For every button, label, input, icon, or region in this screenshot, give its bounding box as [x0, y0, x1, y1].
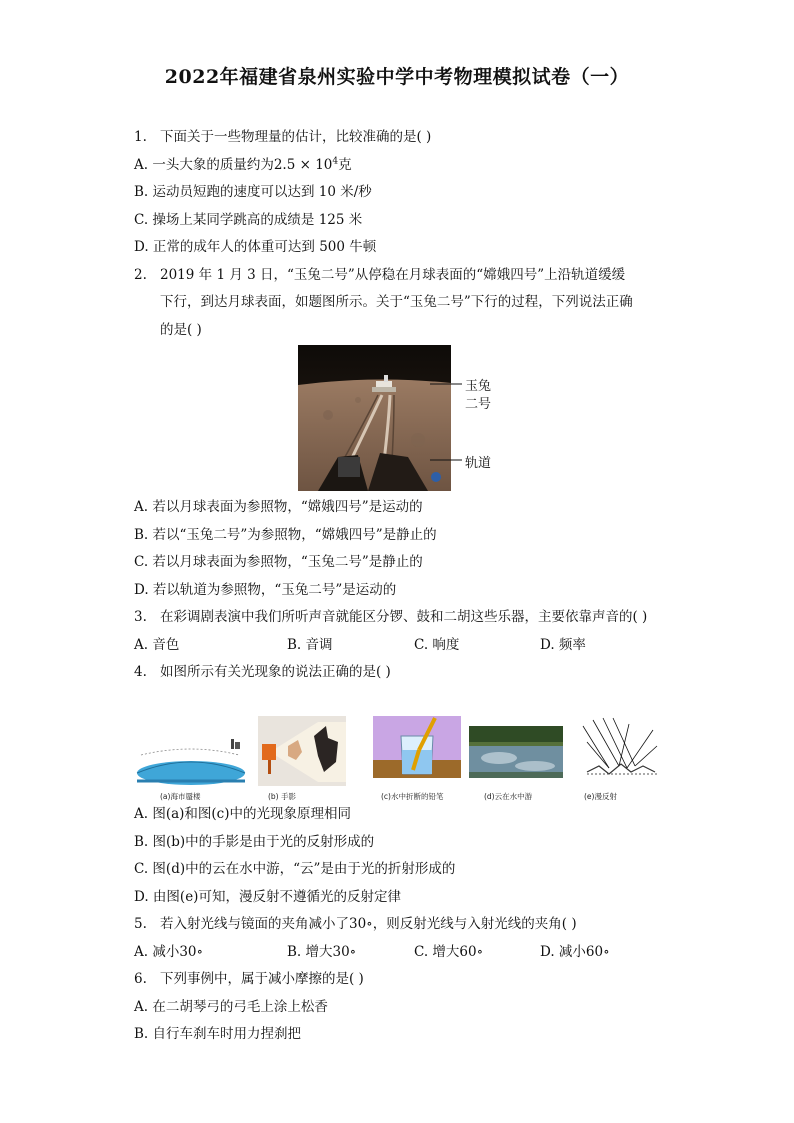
question-2-option-c[interactable]: C. 若以月球表面为参照物，“玉兔二号”是静止的	[134, 554, 423, 570]
question-5-option-a[interactable]: A. 减小30∘	[134, 944, 204, 960]
question-6-option-a[interactable]: A. 在二胡琴弓的弓毛上涂上松香	[134, 999, 328, 1015]
mirage-figure	[135, 725, 247, 787]
question-4-option-d[interactable]: D. 由图(e)可知，漫反射不遵循光的反射定律	[134, 889, 401, 905]
bent-pencil-figure	[373, 716, 461, 778]
question-3-option-c[interactable]: C. 响度	[414, 637, 460, 653]
question-3-option-a[interactable]: A. 音色	[134, 637, 180, 653]
question-2-number: 2.	[134, 267, 147, 283]
question-3-option-d[interactable]: D. 频率	[540, 637, 586, 653]
exponent: 4	[332, 156, 339, 167]
clouds-in-water-figure	[469, 726, 563, 778]
question-1-number: 1.	[134, 129, 147, 145]
hand-shadow-figure	[258, 716, 346, 786]
question-1-option-d[interactable]: D. 正常的成年人的体重可达到 500 牛顿	[134, 239, 377, 255]
label-rover-line2: 二号	[465, 397, 492, 412]
page-title: 2022年福建省泉州实验中学中考物理模拟试卷（一）	[164, 66, 630, 88]
question-5-option-c[interactable]: C. 增大60∘	[414, 944, 484, 960]
question-6-number: 6.	[134, 971, 147, 987]
caption-d: (d)云在水中游	[484, 792, 533, 801]
question-1-text: 下面关于一些物理量的估计，比较准确的是( )	[160, 129, 432, 145]
question-5-text: 若入射光线与镜面的夹角减小了30∘，则反射光线与入射光线的夹角( )	[160, 916, 577, 932]
question-2-text-line2: 下行，到达月球表面，如题图所示。关于“玉兔二号”下行的过程，下列说法正确	[160, 294, 633, 310]
question-6-option-b[interactable]: B. 自行车刹车时用力捏刹把	[134, 1026, 302, 1042]
question-2-option-b[interactable]: B. 若以“玉兔二号”为参照物，“嫦娥四号”是静止的	[134, 527, 437, 543]
caption-b: (b) 手影	[268, 792, 296, 801]
caption-a: (a)海市蜃楼	[160, 792, 201, 801]
diffuse-reflection-figure	[573, 716, 659, 780]
question-2-option-d[interactable]: D. 若以轨道为参照物，“玉兔二号”是运动的	[134, 582, 397, 598]
yutu-rover-photo	[298, 345, 451, 491]
question-5-option-d[interactable]: D. 减小60∘	[540, 944, 610, 960]
question-2-text-line1: 2019 年 1 月 3 日，“玉兔二号”从停稳在月球表面的“嫦娥四号”上沿轨道缓缓	[160, 267, 626, 283]
question-4-option-b[interactable]: B. 图(b)中的手影是由于光的反射形成的	[134, 834, 375, 850]
pointer-lines	[430, 378, 464, 468]
label-rover-line1: 玉兔	[465, 379, 492, 394]
caption-e: (e)漫反射	[584, 792, 617, 801]
question-4-number: 4.	[134, 664, 147, 680]
question-1-option-c[interactable]: C. 操场上某同学跳高的成绩是 125 米	[134, 212, 363, 228]
question-1-option-a[interactable]	[134, 155, 352, 175]
question-3-number: 3.	[134, 609, 147, 625]
option-a-unit: 克	[338, 157, 352, 173]
question-5-option-b[interactable]: B. 增大30∘	[287, 944, 357, 960]
question-2-option-a[interactable]: A. 若以月球表面为参照物，“嫦娥四号”是运动的	[134, 499, 423, 515]
question-6-text: 下列事例中，属于减小摩擦的是( )	[160, 971, 364, 987]
question-2-text-line3: 的是( )	[160, 322, 202, 338]
caption-c: (c)水中折断的铅笔	[381, 792, 444, 801]
label-track: 轨道	[465, 456, 492, 471]
question-3-option-b[interactable]: B. 音调	[287, 637, 333, 653]
question-4-option-c[interactable]: C. 图(d)中的云在水中游，“云”是由于光的折射形成的	[134, 861, 456, 877]
question-3-text: 在彩调剧表演中我们所听声音就能区分锣、鼓和二胡这些乐器，主要依靠声音的( )	[160, 609, 648, 625]
question-4-option-a[interactable]: A. 图(a)和图(c)中的光现象原理相同	[134, 806, 352, 822]
question-1-option-b[interactable]: B. 运动员短跑的速度可以达到 10 米/秒	[134, 184, 372, 200]
option-a-text: A. 一头大象的质量约为2.5 × 10	[134, 157, 333, 173]
question-5-number: 5.	[134, 916, 147, 932]
question-4-text: 如图所示有关光现象的说法正确的是( )	[160, 664, 391, 680]
